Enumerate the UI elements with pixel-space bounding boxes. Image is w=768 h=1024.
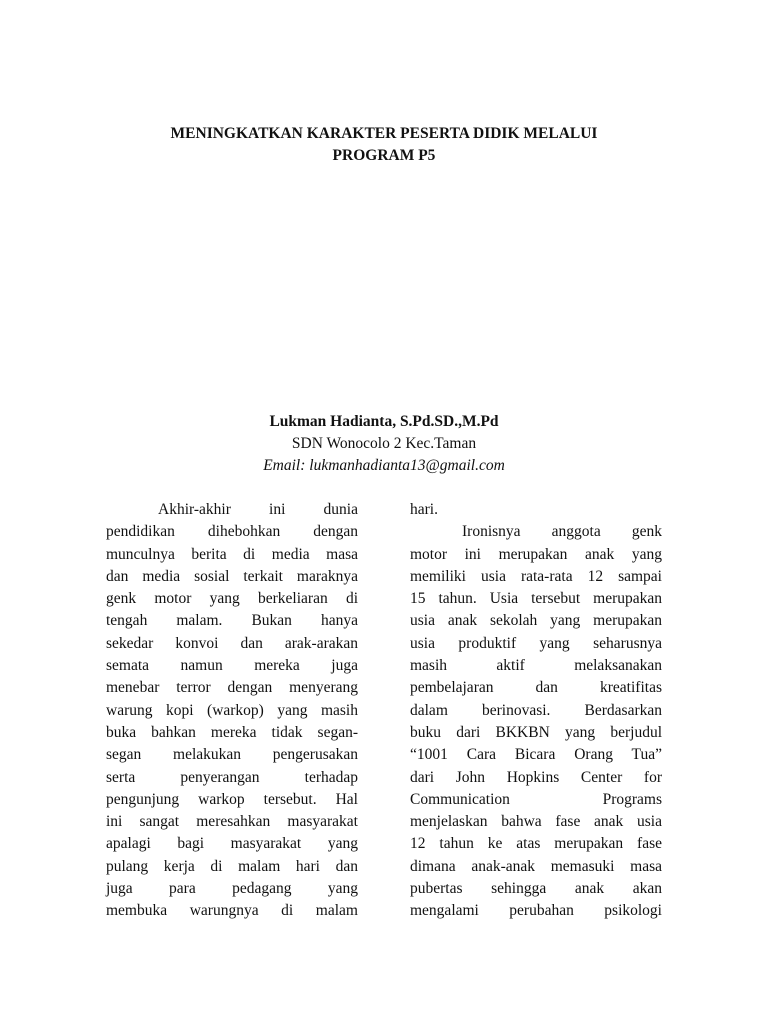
body-line: usia anak sekolah yang merupakan	[410, 612, 662, 630]
body-line: pubertas sehingga anak akan	[410, 880, 662, 898]
body-line: dan media sosial terkait maraknya	[106, 567, 358, 585]
body-line: Akhir-akhir ini dunia	[158, 501, 358, 518]
title-line-2: PROGRAM P5	[332, 147, 436, 164]
title-line-1: MENINGKATKAN KARAKTER PESERTA DIDIK MELALUI	[170, 125, 598, 142]
body-line: membuka warungnya di malam	[106, 902, 358, 920]
body-line: memiliki usia rata-rata 12 sampai	[410, 567, 662, 585]
body-line: genk motor yang berkeliaran di	[106, 590, 358, 608]
body-column-right	[410, 499, 662, 923]
body-line: Ironisnya anggota genk	[462, 523, 662, 541]
body-line: munculnya berita di media masa	[106, 545, 358, 563]
body-line: ini sangat meresahkan masyarakat	[106, 813, 358, 831]
body-line: semata namun mereka juga	[106, 657, 358, 675]
body-line: “1001 Cara Bicara Orang Tua”	[410, 746, 662, 764]
body-line: dalam berinovasi. Berdasarkan	[410, 701, 662, 719]
body-line: serta penyerangan terhadap	[106, 768, 358, 786]
body-line: pengunjung warkop tersebut. Hal	[106, 790, 358, 808]
body-column-left	[106, 499, 358, 923]
paper-title	[0, 123, 768, 167]
body-line: menjelaskan bahwa fase anak usia	[410, 813, 662, 831]
body-line: juga para pedagang yang	[106, 880, 358, 898]
body-line: menebar terror dengan menyerang	[106, 679, 358, 697]
body-line: masih aktif melaksanakan	[410, 657, 662, 675]
body-line: Communication Programs	[410, 790, 662, 808]
body-line: pembelajaran dan kreatifitas	[410, 679, 662, 697]
body-line: apalagi bagi masyarakat yang	[106, 835, 358, 853]
body-line: sekedar konvoi dan arak-arakan	[106, 634, 358, 652]
author-affiliation: SDN Wonocolo 2 Kec.Taman	[291, 435, 477, 452]
body-line: dimana anak-anak memasuki masa	[410, 857, 662, 875]
body-line: buka bahkan mereka tidak segan-	[106, 723, 358, 741]
body-line: motor ini merupakan anak yang	[410, 545, 662, 563]
body-line: warung kopi (warkop) yang masih	[106, 701, 358, 719]
author-email: Email: lukmanhadianta13@gmail.com	[263, 457, 505, 474]
body-line: 15 tahun. Usia tersebut merupakan	[410, 590, 662, 608]
body-line: usia produktif yang seharusnya	[410, 634, 662, 652]
body-line: dari John Hopkins Center for	[410, 768, 662, 786]
body-line: mengalami perubahan psikologi	[410, 902, 662, 920]
body-line: pendidikan dihebohkan dengan	[106, 523, 358, 541]
body-line: segan melakukan pengerusakan	[106, 746, 358, 764]
body-line: hari.	[410, 501, 438, 518]
author-name: Lukman Hadianta, S.Pd.SD.,M.Pd	[269, 413, 499, 430]
body-line: pulang kerja di malam hari dan	[106, 857, 358, 875]
body-line: tengah malam. Bukan hanya	[106, 612, 358, 630]
body-line: 12 tahun ke atas merupakan fase	[410, 835, 662, 853]
body-line: buku dari BKKBN yang berjudul	[410, 723, 662, 741]
